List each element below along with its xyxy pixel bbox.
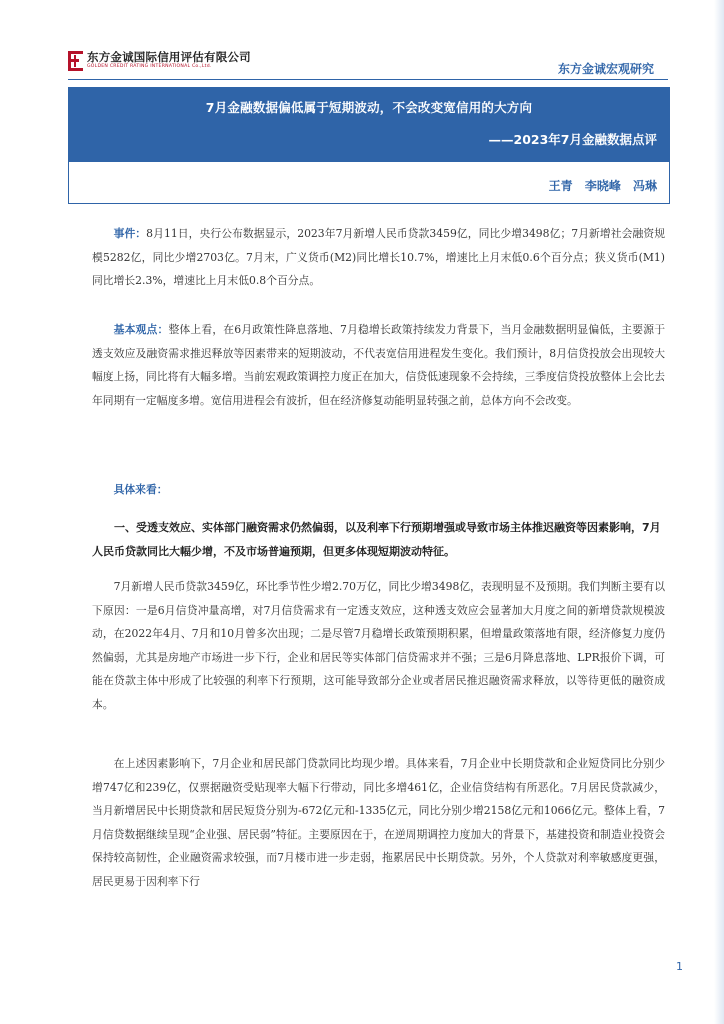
title-banner	[69, 88, 669, 162]
research-brand: 东方金诚宏观研究	[557, 62, 654, 76]
report-authors: 王青 李晓峰 冯琳	[548, 179, 657, 193]
header-divider	[68, 79, 668, 80]
body-paragraph-2: 在上述因素影响下，7月企业和居民部门贷款同比均现少增。具体来看，7月企业中长期贷款和企业短贷同比分别少增747亿和239亿，仅票据融资受贴现率大幅下行带动，同比多增461亿，企业信贷结构有所恶化。7月居民贷款减少，当月新增居民中长期贷款和居民短贷分别为-672亿元和-1335亿元，同比分别少增2158亿元和1066亿元。整体上看，7月信贷数据继续呈现“企业强、居民弱”特征。主要原因在于，在逆周期调控力度加大的背景下，基建投资和制造业投资会保持较高韧性，企业融资需求较强，而7月楼市进一步走弱，拖累居民中长期贷款。另外，个人贷款对利率敏感度更强，居民更易于因利率下行	[92, 757, 665, 888]
company-logo	[68, 49, 251, 73]
company-name-cn: 东方金诚国际信用评估有限公司	[87, 49, 251, 64]
event-text: 8月11日，央行公布数据显示，2023年7月新增人民币贷款3459亿，同比少增3498亿；7月新增社会融资规模5282亿，同比少增2703亿。7月末，广义货币(M2)同比增长10.7%，增速比上月末低0.6个百分点；狭义货币(M1)同比增长2.3%，增速比上月末低0.8个百分点。	[92, 227, 665, 288]
event-paragraph	[92, 222, 665, 293]
report-subtitle: ——2023年7月金融数据点评	[488, 132, 657, 147]
logo-mark-icon	[68, 51, 83, 71]
event-label: 事件：	[113, 227, 147, 240]
report-title: 7月金融数据偏低属于短期波动，不会改变宽信用的大方向	[205, 100, 533, 115]
detail-label: 具体来看：	[113, 483, 168, 496]
view-label: 基本观点：	[113, 323, 169, 336]
detail-paragraph	[92, 478, 665, 502]
title-box	[68, 87, 670, 204]
section-heading-1: 一、受透支效应、实体部门融资需求仍然偏弱，以及利率下行预期增强或导致市场主体推迟融资等因素影响，7月人民币贷款同比大幅少增，不及市场普遍预期，但更多体现短期波动特征。	[92, 521, 661, 558]
company-name-en: GOLDEN CREDIT RATING INTERNATIONAL Co.,Ltd.	[87, 64, 212, 70]
body-paragraph-1: 7月新增人民币贷款3459亿，环比季节性少增2.70万亿，同比少增3498亿，表现明显不及预期。我们判断主要有以下原因：一是6月信贷冲量高增，对7月信贷需求有一定透支效应，这种透支效应会显著加大月度之间的新增贷款规模波动，在2022年4月、7月和10月曾多次出现；二是尽管7月稳增长政策预期积累，但增量政策落地有限，经济修复力度仍然偏弱，尤其是房地产市场进一步下行，企业和居民等实体部门信贷需求并不强；三是6月降息落地、LPR报价下调，可能在贷款主体中形成了比较强的利率下行预期，这可能导致部分企业或者居民推迟融资需求释放，以等待更低的融资成本。	[92, 580, 665, 711]
view-text: 整体上看，在6月政策性降息落地、7月稳增长政策持续发力背景下，当月金融数据明显偏低，主要源于透支效应及融资需求推迟释放等因素带来的短期波动，不代表宽信用进程发生变化。我们预计，8月信贷投放会出现较大幅度上扬，同比将有大幅多增。当前宏观政策调控力度正在加大，信贷低速现象不会持续，三季度信贷投放整体上会比去年同期有一定幅度多增。宽信用进程会有波折，但在经济修复动能明显转强之前，总体方向不会改变。	[92, 323, 665, 407]
view-paragraph	[92, 318, 665, 412]
page-edge-shade	[714, 0, 724, 1024]
page-number: 1	[676, 960, 683, 973]
